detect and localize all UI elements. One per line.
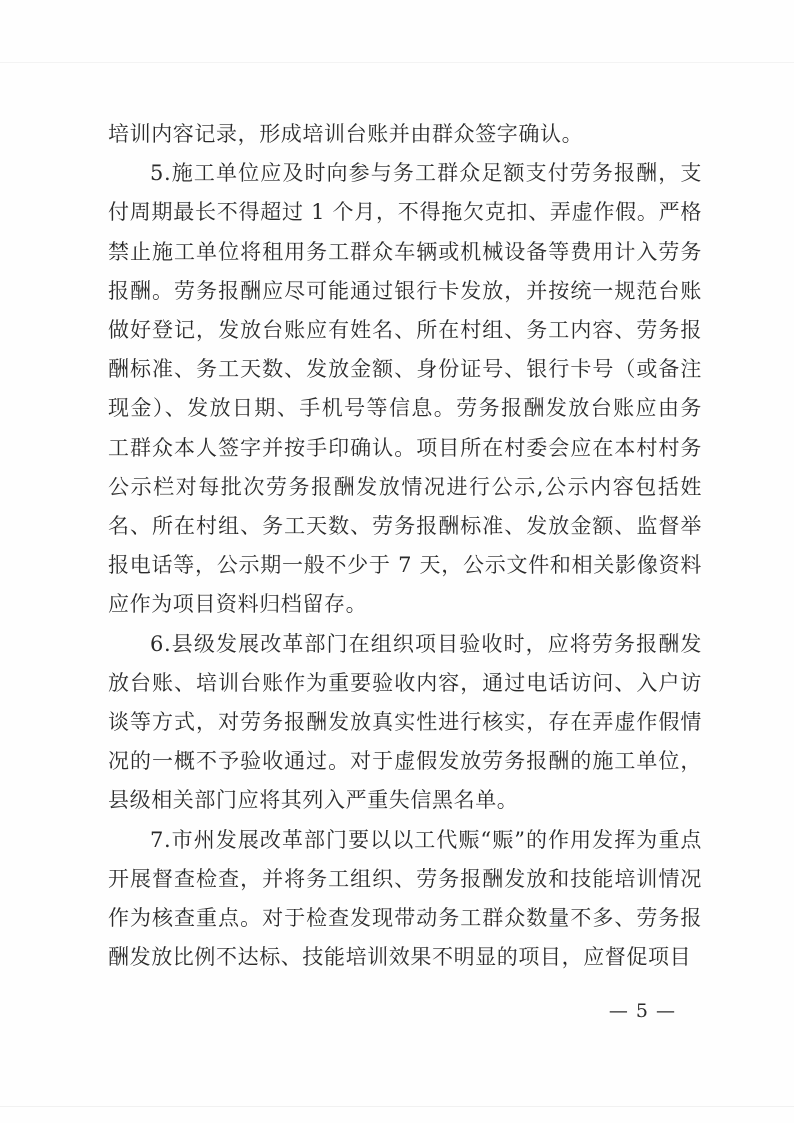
scan-edge-top xyxy=(0,62,794,63)
paragraph-item-5: 5.施工单位应及时向参与务工群众足额支付劳务报酬，支付周期最长不得超过 1 个月，不得拖欠克扣、弄虚作假。严格禁止施工单位将租用务工群众车辆或机械设备等费用计入劳务报酬。劳务报酬应尽可能通过银行卡发放，并按统一规范台账做好登记，发放台账应有姓名、所在村组、务工内容、劳务报酬标准、务工天数、发放金额、身份证号、银行卡号（或备注现金）、发放日期、手机号等信息。劳务报酬发放台账应由务工群众本人签字并按手印确认。项目所在村委会应在本村村务公示栏对每批次劳务报酬发放情况进行公示,公示内容包括姓名、所在村组、务工天数、劳务报酬标准、发放金额、监督举报电话等，公示期一般不少于 7 天，公示文件和相关影像资料应作为项目资料归档留存。 xyxy=(108,161,702,617)
scan-edge-bottom xyxy=(0,1106,794,1107)
paragraph-item-6: 6.县级发展改革部门在组织项目验收时，应将劳务报酬发放台账、培训台账作为重要验收内容，通过电话访问、入户访谈等方式，对劳务报酬发放真实性进行核实，存在弄虚作假情况的一概不予验收通过。对于虚假发放劳务报酬的施工单位，县级相关部门应将其列入严重失信黑名单。 xyxy=(108,631,702,813)
page-number: — 5 — xyxy=(608,1000,676,1022)
body-text xyxy=(108,115,702,977)
paragraph-item-7: 7.市州发展改革部门要以以工代赈“赈”的作用发挥为重点开展督查检查，并将务工组织、劳务报酬发放和技能培训情况作为核查重点。对于检查发现带动务工群众数量不多、劳务报酬发放比例不达标、技能培训效果不明显的项目，应督促项目 xyxy=(108,827,702,970)
paragraph-continuation: 培训内容记录，形成培训台账并由群众签字确认。 xyxy=(108,122,584,146)
